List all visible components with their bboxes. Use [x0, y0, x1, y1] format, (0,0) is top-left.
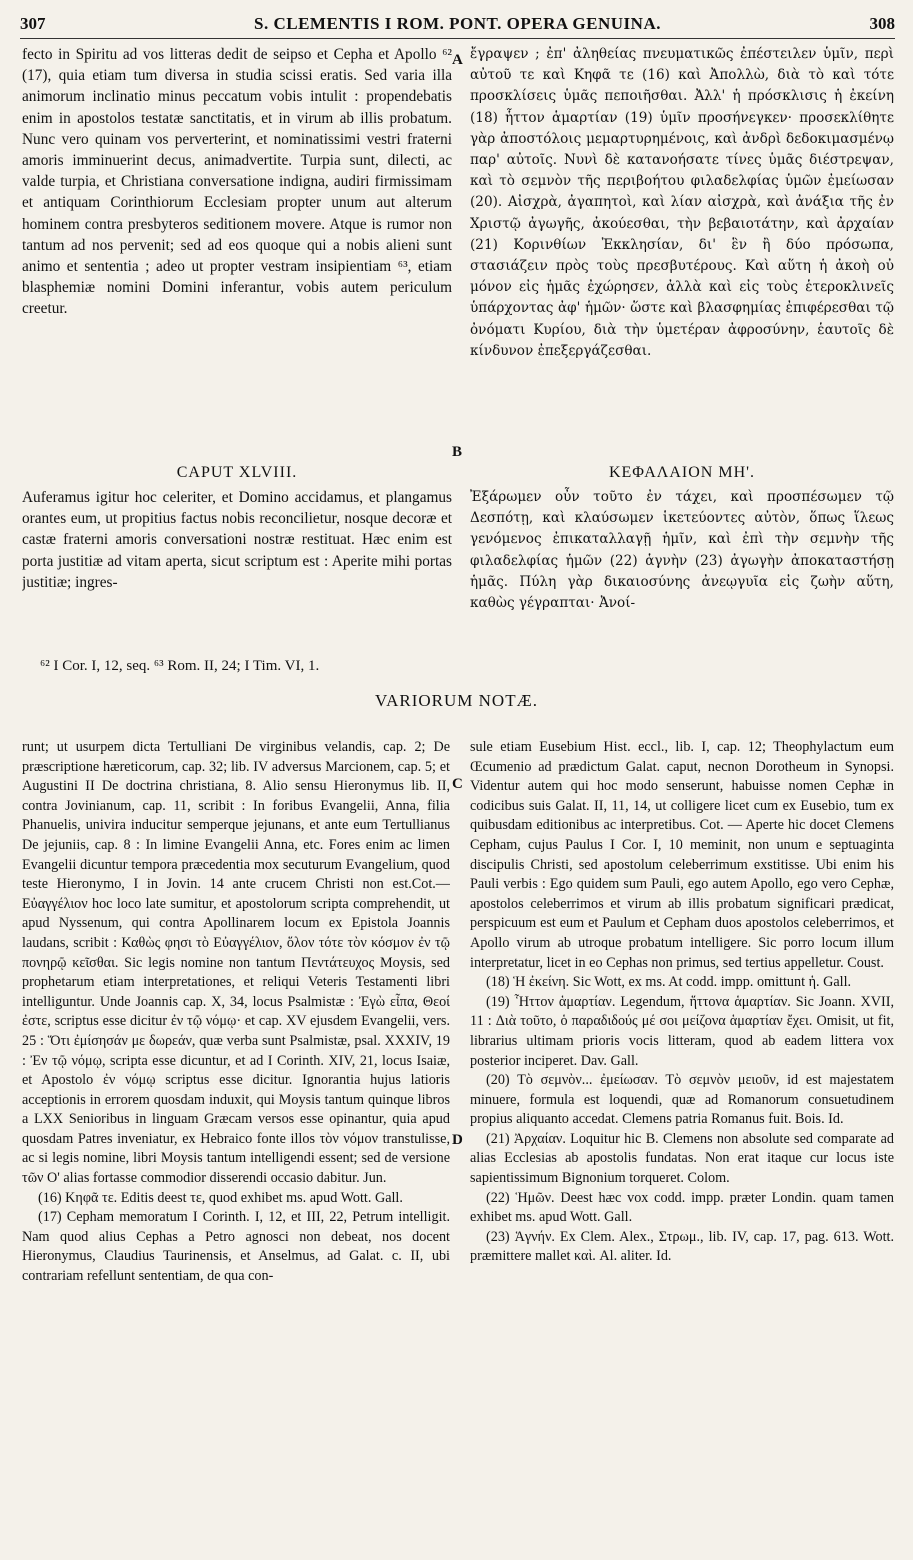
notes-column-right — [470, 738, 894, 1543]
note-paragraph: (21) Ἀρχαίαν. Loquitur hic B. Clemens non absolute sed comparate ad alias Ecclesias ab apostolis fundatas. Non erat itaque cur locus iste sapientissimum Bignonium torqueret. Colom. — [470, 1130, 894, 1187]
latin-text-upper — [22, 44, 452, 464]
greek-paragraph-lower: Ἐξάρωμεν οὖν τοῦτο ἐν τάχει, καὶ προσπέσωμεν τῷ Δεσπότῃ, καὶ κλαύσωμεν ἱκετεύοντες αὐτὸν, ὅπως ἵλεως γενόμενος ἐπικαταλλαγῇ ἡμῖν, καὶ ἐπὶ τὴν σεμνὴν τῆς φιλαδελφίας ἡμῶν (22) ἁγνὴν (23) ἀγωγὴν ἀποκαταστήσῃ ἡμᾶς. Πύλη γὰρ δικαιοσύνης ἀνεῳγυῖα εἰς ζωὴν αὕτη, καθὼς γέγραπται· Ἀνοί- — [470, 489, 894, 612]
latin-paragraph-lower: Auferamus igitur hoc celeriter, et Domino accidamus, et plangamus orantes eum, ut propitius factus nobis reconcilietur, nosque decoræ et castæ fraterni amoris conversationi nostræ restituat. Hæc enim est porta justitiæ ad vitam aperta, sicut scriptum est : Aperite mihi portas justitiæ; ingres- — [22, 489, 452, 591]
note-paragraph: (22) Ἡμῶν. Deest hæc vox codd. impp. præter Londin. quam tamen exhibet ms. apud Wott. Gall. — [470, 1189, 894, 1226]
note-paragraph: (18) Ἡ ἐκείνη. Sic Wott, ex ms. At codd. impp. omittunt ἡ. Gall. — [486, 974, 852, 991]
running-title: S. CLEMENTIS I ROM. PONT. OPERA GENUINA. — [254, 14, 661, 33]
note-paragraph: (17) Cepham memoratum I Corinth. I, 12, et III, 22, Petrum intelligit. Nam quod alius Cephas a Petro agnosci non debeat, nos docent Hieronymus, Claudius Taurinensis, et Anselmus, ad Galat. c. II, ubi contrariam refellunt sententiam, de qua con- — [22, 1209, 450, 1285]
page-number-left: 307 — [20, 14, 46, 33]
latin-paragraph-upper: fecto in Spiritu ad vos litteras dedit de seipso et Cepha et Apollo ⁶² (17), quia etiam tum diversa in studia scissi eratis. Sed varia illa animorum inclinatio minus peccatum vobis intulit : propendebatis enim in apostolos testatæ sanctitatis, et in virum ab illis probatum. Nunc vero quinam vos perverterint, et nominatissimi vestri fraterni amoris imminuerint decus, animadvertite. Turpia sunt, dilecti, ac valde turpia, et Christiana conversatione indigna, audiri firmissimam et antiquam Corinthiorum Ecclesiam propter unum aut alterum hominem contra presbyteros seditionem movere. Atque is rumor non tantum ad nos pervenit; sed ad eos quoque qui a nobis alieni sunt animo et sententia ; adeo ut propter vestram insipientiam ⁶³, etiam blasphemiæ nomini Domini inferantur, vobis autem periculum creetur. — [22, 46, 452, 318]
note-paragraph: (23) Ἁγνήν. Ex Clem. Alex., Στρωμ., lib. IV, cap. 17, pag. 613. Wott. præmittere mallet καὶ. Al. aliter. Id. — [470, 1228, 894, 1265]
note-paragraph: (16) Κηφᾶ τε. Editis deest τε, quod exhibet ms. apud Wott. Gall. — [38, 1189, 403, 1206]
running-header — [20, 12, 895, 39]
note-paragraph: (20) Τὸ σεμνὸν... ἐμείωσαν. Τὸ σεμνὸν μειοῦν, id est majestatem minuere, formula est loquendi, quæ ad Romanorum consuetudinem propius aliquanto accedat. Clemens patria Romanus fuit. Bois. Id. — [470, 1072, 894, 1128]
caput-latin: CAPUT XLVIII. — [176, 464, 298, 481]
notes-column-left — [22, 738, 450, 1543]
greek-text-lower — [470, 487, 894, 637]
page-number-right: 308 — [869, 14, 895, 33]
margin-mark-c: C — [452, 776, 463, 792]
margin-mark-d: D — [452, 1132, 463, 1148]
caput-greek: ΚΕΦΑΛΑΙΟΝ ΜΗ'. — [608, 464, 756, 481]
margin-mark-b: B — [452, 444, 463, 460]
note-paragraph: sule etiam Eusebium Hist. eccl., lib. I, cap. 12; Theophylactum eum Œcumenio ad prædictum Galat. caput, necnon Dorotheum in Synopsi. Videntur autem qui hoc modo senserunt, habuisse nomen Cephæ in codicibus suis Galat. II, 11, 14, ut colligere licet cum ex Eusebio, tum ex quibusdam editionibus ac interpretibus. Cot. — Aperte hic docet Clemens Cepham, cujus Paulus I Cor. I, 10 meminit, non unum e septuaginta discipulis Christi, sed apostolum celeberrimum exstitisse. Ubi enim his Pauli verbis : Ego quidem sum Pauli, ego autem Apollo, ego vero Cephæ, apostolos celeberrimos et virum ab illis probatum significari prædicat, perspicuum est eum et Paulum et Cepham duos apostolos celeberrimos, et Apollo virum ab utroque probatum intelligere. Sic porro locum illum interpretatur, licet in eo Cephas non primus, sed tertius appelletur. Coust. — [470, 739, 894, 971]
note-paragraph: (19) Ἧττον ἁμαρτίαν. Legendum, ἥττονα ἁμαρτίαν. Sic Joann. XVII, 11 : Διὰ τοῦτο, ὁ παραδιδούς μέ σοι μείζονα ἁμαρτίαν ἔχει. Omisit, ut fit, librarius ultimam prioris vocis litteram, quod ab eadem littera vox posterior inciperet. Dav. Gall. — [470, 993, 894, 1069]
note-paragraph: runt; ut usurpem dicta Tertulliani De virginibus velandis, cap. 2; De præscriptione hæreticorum, cap. 32; lib. IV adversus Marcionem, cap. 5; et Augustini II De doctrina christiana, 8. Alio sensu Hieronymus lib. II, contra Jovinianum, cap. 11, scribit : In foribus Evangelii, Anna, filia Phanuelis, univira inducitur semperque jejunans, et ante eum Tertullianus De jejuniis, cap. 8 : In limine Evangelii Anna, etc. Fores enim ac limen Evangelii dicuntur tempora præcedentia mox secuturum Evangelium, quod teste Hieronymo, I in Jovin. 14 ante crucem Christi non est.Cot.— Εὐαγγέλιον hoc loco late sumitur, et apostolorum scripta comprehendit, ut apud Nyssenum, qui contra Apollinarem locum ex Epistola Joannis laudans, scribit : Καθὼς φησι τὸ Εὐαγγέλιον, ὅλον τότε τὸν κόσμον ἐν τῷ πονηρῷ κεῖσθαι. Sic legis nomine non tantum Πεντάτευχος Moysis, sed prophetarum etiam interpretationes, et reliqui Veteris Testamenti libri intelliguntur. Unde Joannis cap. X, 34, locus Psalmistæ : Ἐγὼ εἶπα, Θεοί ἐστε, scriptus esse dicitur ἐν τῷ νόμῳ· et cap. XV ejusdem Evangelii, vers. 25 : Ὅτι ἐμίσησάν με δωρεάν, quæ verba sunt Psalmistæ, psal. XXXIV, 19 : Ἐν τῷ νόμῳ, scripta esse dicuntur, et ad I Corinth. XIV, 21, locus Isaiæ, et Apostolo ἐν νόμῳ scriptus esse dicitur. Ignorantia hujus latioris acceptionis in errorem quosdam induxit, qui Moysis tantum quinque libros a LXX Senioribus in linguam Græcam versos esse opinantur, quia apud quosdam Patres inveniatur, ex Hebraico fonte illos τὸν νόμον transtulisse, ac si legis nomine, libri Moysis tantum intelligendi essent; sed de versione τῶν Ο' alias fortasse commodior disserendi occasio dabitur. Jun. — [22, 739, 450, 1187]
margin-mark-a: A — [452, 52, 463, 68]
greek-text-upper — [470, 44, 894, 464]
scripture-footnotes: ⁶² I Cor. I, 12, seq. ⁶³ Rom. II, 24; I Tim. VI, 1. — [40, 658, 320, 674]
variorum-notes-title: VARIORUM NOTÆ. — [375, 691, 538, 710]
greek-paragraph-upper: ἔγραψεν ; ἐπ' ἀληθείας πνευματικῶς ἐπέστειλεν ὑμῖν, περὶ αὐτοῦ τε καὶ Κηφᾶ τε (16) καὶ Ἀπολλὼ, διὰ τὸ καὶ τότε προσκλίσεις ὑμᾶς πεποιῆσθαι. Ἀλλ' ἡ πρόσκλισις ἡ ἐκείνη (18) ἧττον ἁμαρτίαν (19) ὑμῖν προσήνεγκεν· προσεκλίθητε γὰρ ἀποστόλοις μεμαρτυρημένοις, καὶ ἀνδρὶ δεδοκιμασμένῳ παρ' αὐτοῖς. Νυνὶ δὲ κατανοήσατε τίνες ὑμᾶς διέστρεψαν, καὶ τὸ σεμνὸν τῆς περιβοήτου φιλαδελφίας ὑμῶν ἐμείωσαν (20). Αἰσχρὰ, ἀγαπητοὶ, καὶ λίαν αἰσχρὰ, καὶ ἀνάξια τῆς ἐν Χριστῷ ἀγωγῆς, ἀκούεσθαι, τὴν βεβαιοτάτην, καὶ ἀρχαίαν (21) Κορινθίων Ἐκκλησίαν, δι' ἓν ἢ δύο πρόσωπα, στασιάζειν πρὸς τοὺς πρεσβυτέρους. Καὶ αὕτη ἡ ἀκοὴ οὐ μόνον εἰς ἡμᾶς ἐχώρησεν, ἀλλὰ καὶ εἰς τοὺς ἑτεροκλινεῖς ὑπάρχοντας ἀφ' ἡμῶν· ὥστε καὶ βλασφημίας ἐπιφέρεσθαι τῷ ὀνόματι Κυρίου, διὰ τὴν ὑμετέραν ἀφροσύνην, ἑαυτοῖς δὲ κίνδυνον ἐπεξεργάζεσθαι. — [470, 46, 894, 359]
latin-text-lower — [22, 487, 452, 637]
